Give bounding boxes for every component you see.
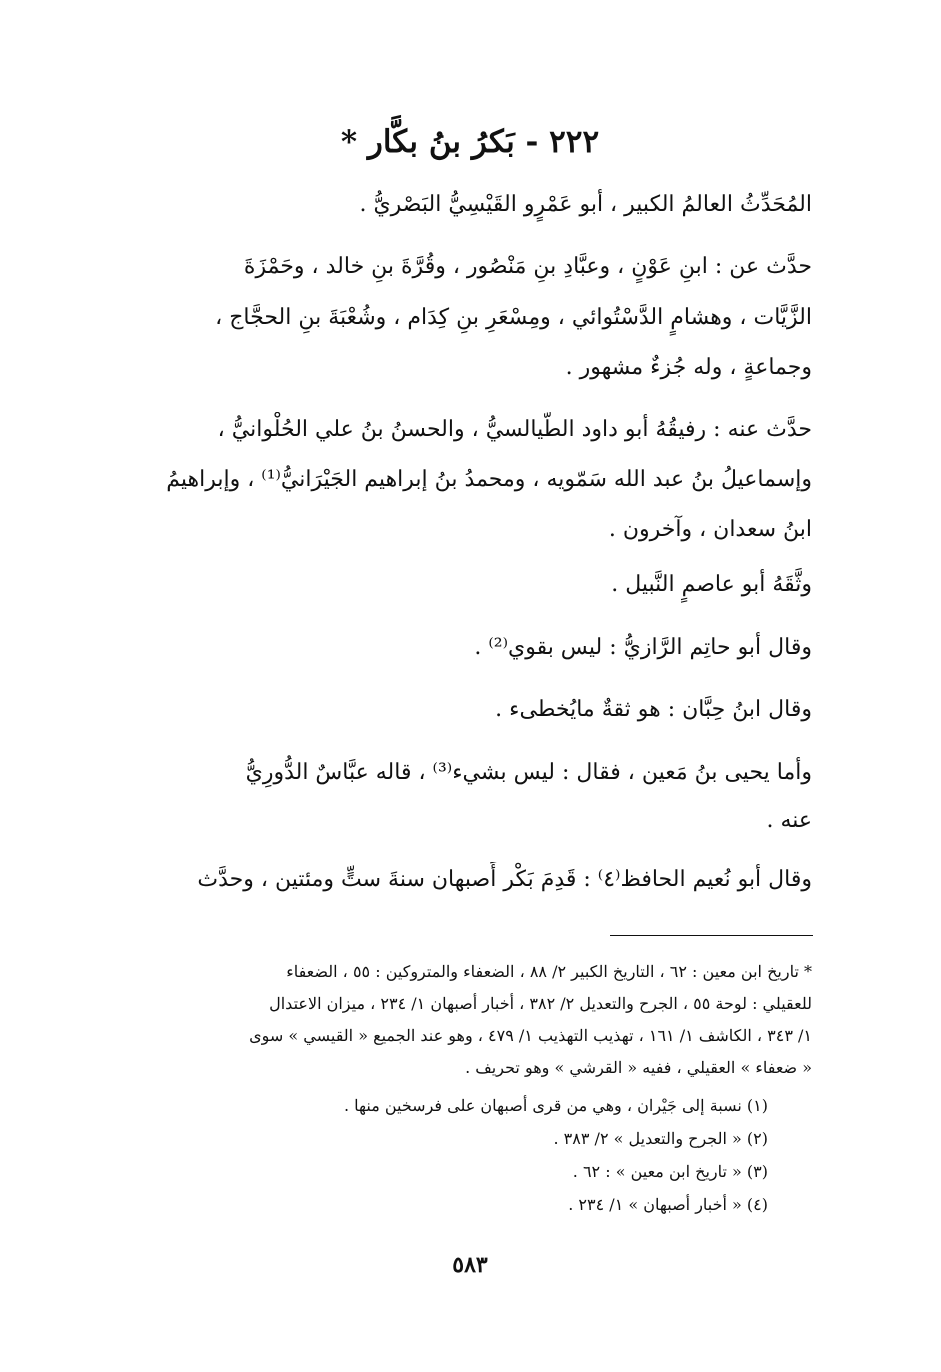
page-number: ٥٨٣ <box>452 1252 488 1278</box>
body-line-anhu: عنه . <box>766 808 812 833</box>
footnote-separator <box>610 935 813 936</box>
footnote-2: (٢) « الجرح والتعديل » ٢/ ٣٨٣ . <box>553 1129 768 1148</box>
body-line-tawthiq: وثَّقَهُ أبو عاصمٍ النَّبيل . <box>611 572 812 597</box>
footnote-sources-4: « ضعفاء » العقيلي ، ففيه « القرشي » وهو تحريف . <box>465 1058 812 1077</box>
body-line-intro: المُحَدِّثُ العالمُ الكبير ، أبو عَمْرٍو القَيْسِيُّ البَصْريُّ . <box>359 192 812 217</box>
body-line-ibn-hibban: وقال ابنُ حِبَّان : هو ثقةٌ مايُخطىء . <box>495 697 812 722</box>
footnote-sources-1: * تاريخ ابن معين : ٦٢ ، التاريخ الكبير ٢/ ٨٨ ، الضعفاء والمتروكين : ٥٥ ، الضعفاء <box>286 962 812 981</box>
footnote-1: (١) نسبة إلى جَيْران ، وهي من قرى أصبهان على فرسخين منها . <box>343 1096 768 1115</box>
body-line-students-1: حدَّث عنه : رفيقُهُ أبو داود الطَّيالسيُّ ، والحسنُ بنُ علي الحُلْوانيُّ ، <box>217 417 812 442</box>
body-line-teachers-3: وجماعةٍ ، وله جُزءٌ مشهور . <box>565 355 812 380</box>
body-line-abu-nuaym: وقال أبو نُعيم الحافظ⁽٤⁾ : قَدِمَ بَكْر أَصبهان سنةَ ستٍّ ومئتين ، وحدَّث <box>197 867 812 892</box>
footnote-4: (٤) « أخبار أصبهان » ١/ ٢٣٤ . <box>568 1195 768 1214</box>
footnote-sources-2: للعقيلي : لوحة ٥٥ ، الجرح والتعديل ٢/ ٣٨٢ ، أخبار أصبهان ١/ ٢٣٤ ، ميزان الاعتدال <box>269 994 812 1013</box>
body-line-students-2: وإسماعيلُ بنُ عبد الله سَمّويه ، ومحمدُ بنُ إبراهيم الجَيْرَانيُّ⁽¹⁾ ، وإبراهيمُ <box>166 467 812 492</box>
body-line-students-3: ابنُ سعدان ، وآخرون . <box>608 517 812 542</box>
footnote-3: (٣) « تاريخ ابن معين » : ٦٢ . <box>572 1162 768 1181</box>
body-line-ibn-main: وأما يحيى بنُ مَعين ، فقال : ليس بشيء⁽³⁾ ، قاله عبَّاسٌ الدُّورِيُّ <box>245 760 812 785</box>
footnote-sources-3: ١/ ٣٤٣ ، الكاشف ١/ ١٦١ ، تهذيب التهذيب ١/ ٤٧٩ ، وهو عند الجميع « القيسي » سوى <box>249 1026 812 1045</box>
body-line-teachers-1: حدَّث عن : ابنِ عَوْنٍ ، وعبَّادِ بنِ مَنْصُور ، وقُرَّةَ بنِ خالد ، وحَمْزَةَ <box>243 254 812 279</box>
entry-title: ٢٢٢ - بَكرُ بنُ بكَّار * <box>340 124 600 160</box>
body-line-teachers-2: الزَّيَّات ، وهشامٍ الدَّسْتُوائي ، ومِسْعَرِ بنِ كِدَام ، وشُعْبَةَ بنِ الحجَّاج ، <box>215 305 812 330</box>
body-line-abu-hatim: وقال أبو حاتِم الرَّازيُّ : ليس بقوي⁽²⁾ . <box>474 635 812 660</box>
